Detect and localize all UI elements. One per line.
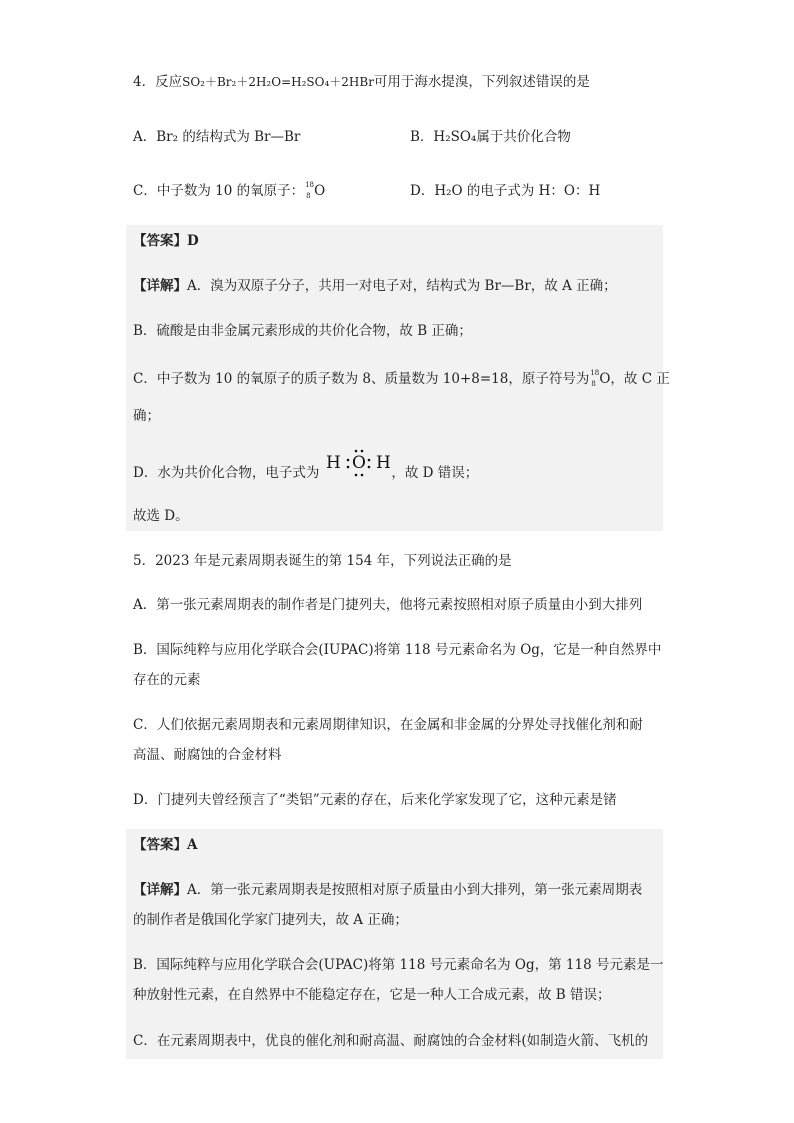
q5-answer: 【答案】A [133, 837, 198, 853]
q5-detail-3: C．在元素周期表中，优良的催化剂和耐高温、耐腐蚀的合金材料(如制造火箭、飞机的 [133, 1033, 649, 1049]
q5-option-c-line1: C．人们依据元素周期表和元素周期律知识，在金属和非金属的分界处寻找催化剂和耐 [133, 717, 643, 733]
q5-detail-1a: 【详解】A．第一张元素周期表是按照相对原子质量由小到大排列，第一张元素周期表 [133, 882, 643, 898]
q5-stem: 5．2023 年是元素周期表诞生的第 154 年，下列说法正确的是 [133, 553, 512, 569]
q4-conclusion: 故选 D。 [133, 508, 189, 524]
q4-stem: 4．反应SO₂＋Br₂＋2H₂O=H₂SO₄＋2HBr可用于海水提溴，下列叙述错误的是 [133, 74, 590, 90]
q5-option-a: A．第一张元素周期表的制作者是门捷列夫，他将元素按照相对原子质量由小到大排列 [133, 597, 643, 613]
edot-h-right: H [376, 453, 391, 473]
oxygen-isotope-symbol: 18 8 [305, 181, 315, 200]
q5-detail-1b: 的制作者是俄国化学家门捷列夫，故 A 正确； [133, 912, 408, 928]
q5-option-b-line1: B．国际纯粹与应用化学联合会(IUPAC)将第 118 号元素命名为 Og，它是一种自然界中 [133, 642, 662, 658]
q5-option-d: D．门捷列夫曾经预言了“类铝”元素的存在，后来化学家发现了它，这种元素是锗 [133, 792, 617, 808]
q4-stem-equation: SO₂＋Br₂＋2H₂O=H₂SO₄＋2HBr [182, 75, 374, 89]
q4-detail-4: D．水为共价化合物，电子式为 ，故 D 错误； [133, 465, 479, 481]
q4-detail-2: B．硫酸是由非金属元素形成的共价化合物，故 B 正确； [133, 323, 472, 339]
q4-option-d: D．H₂O 的电子式为 H：O：H [410, 183, 601, 199]
edot-h-left: H [326, 453, 341, 473]
q4-detail-3: C．中子数为 10 的氧原子的质子数为 8、质量数为 10+8=18，原子符号为 18 8 O，故 C 正 [133, 369, 670, 388]
q4-option-c: C．中子数为 10 的氧原子： 18 8 O [133, 181, 326, 200]
q5-answer-block [126, 829, 663, 1059]
water-electron-dot-formula [322, 447, 392, 479]
q5-detail-2b: 种放射性元素，在自然界中不能稳定存在，它是一种人工合成元素，故 B 错误； [133, 987, 611, 1003]
q5-detail-2a: B．国际纯粹与应用化学联合会(UPAC)将第 118 号元素命名为 Og，第 118 号元素是一 [133, 957, 664, 973]
q4-answer: 【答案】D [133, 233, 199, 249]
oxygen-isotope-symbol-detail: 18 8 [590, 369, 600, 388]
q5-option-b-line2: 存在的元素 [133, 672, 201, 688]
q4-option-b: B．H₂SO₄属于共价化合物 [410, 129, 571, 145]
q5-option-c-line2: 高温、耐腐蚀的合金材料 [133, 747, 282, 763]
edot-o: O [352, 453, 366, 473]
q4-option-a: A．Br₂ 的结构式为 Br—Br [133, 129, 301, 145]
q4-detail-1: 【详解】A．溴为双原子分子，共用一对电子对，结构式为 Br—Br，故 A 正确； [133, 278, 617, 294]
q4-detail-3b: 确； [133, 408, 160, 424]
